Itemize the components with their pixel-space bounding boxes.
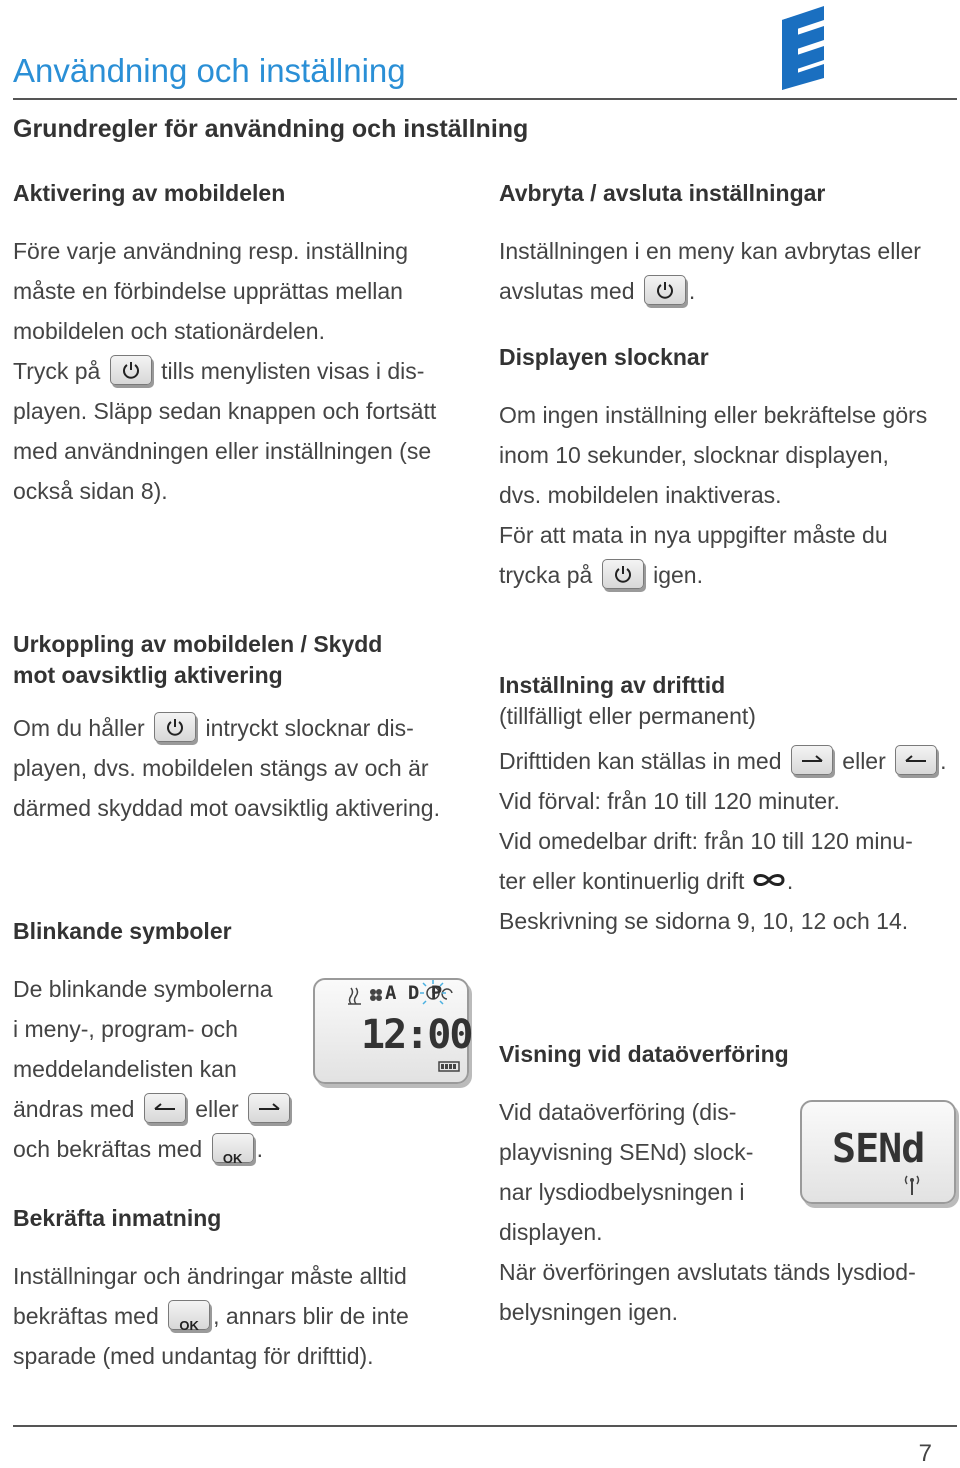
- section-heading: mot oavsiktlig aktivering: [13, 662, 283, 688]
- display-send-illustration: [800, 1100, 956, 1204]
- text-span: bekräftas med: [13, 1303, 159, 1329]
- text-line: belysningen igen.: [499, 1299, 679, 1325]
- section-body: [13, 708, 483, 828]
- text-span: Om du håller: [13, 715, 145, 741]
- display-symbol-text: A D P: [385, 982, 443, 1004]
- display-send-text: SENd: [832, 1126, 925, 1172]
- text-line: dvs. mobildelen inaktiveras.: [499, 482, 782, 508]
- right-arrow-button-icon: [248, 1093, 290, 1123]
- text-span: Drifttiden kan ställas in med: [499, 748, 782, 774]
- text-span: eller: [195, 1096, 239, 1122]
- text-line: Vid omedelbar drift: från 10 till 120 minu-: [499, 828, 913, 854]
- section-body: [499, 395, 954, 595]
- section-subheading: (tillfälligt eller permanent): [499, 703, 756, 729]
- text-line: Om ingen inställning eller bekräftelse görs: [499, 402, 928, 428]
- text-line: meddelandelisten kan: [13, 1056, 237, 1082]
- text-line: nar lysdiodbelysningen i: [499, 1179, 745, 1205]
- antenna-icon: [904, 1174, 920, 1196]
- text-span: .: [940, 748, 947, 774]
- text-line: i meny-, program- och: [13, 1016, 238, 1042]
- text-line: därmed skyddad mot oavsiktlig aktivering.: [13, 795, 440, 821]
- text-line: playen, dvs. mobildelen stängs av och är: [13, 755, 429, 781]
- text-span: Tryck på: [13, 358, 101, 384]
- text-span: trycka på: [499, 562, 593, 588]
- section-urkoppling: [13, 629, 483, 828]
- footer-rule: [13, 1425, 957, 1427]
- text-line: När överföringen avslutats tänds lysdiod-: [499, 1259, 916, 1285]
- power-button-icon: [110, 355, 152, 385]
- section-heading: Urkoppling av mobildelen / Skydd: [13, 631, 383, 657]
- text-line: sparade (med undantag för drifttid).: [13, 1343, 374, 1369]
- text-line: med användningen eller inställningen (se: [13, 438, 432, 464]
- text-line: De blinkande symbolerna: [13, 976, 273, 1002]
- text-line: Före varje användning resp. inställning: [13, 238, 409, 264]
- text-span: ändras med: [13, 1096, 135, 1122]
- section-heading: Bekräfta inmatning: [13, 1205, 222, 1231]
- text-line: inom 10 sekunder, slocknar displayen,: [499, 442, 889, 468]
- display-blink-illustration: [313, 978, 472, 1084]
- right-arrow-button-icon: [791, 745, 833, 775]
- ok-label: OK: [179, 1317, 199, 1333]
- text-span: intryckt slocknar dis-: [205, 715, 414, 741]
- power-button-icon: [602, 559, 644, 589]
- text-line: playen. Släpp sedan knappen och fortsätt: [13, 398, 437, 424]
- text-line: [13, 708, 483, 748]
- text-line: [499, 271, 954, 311]
- section-bekrafta: [13, 1203, 483, 1376]
- left-arrow-button-icon: [895, 745, 937, 775]
- left-arrow-button-icon: [144, 1093, 186, 1123]
- text-line: playvisning SENd) slock-: [499, 1139, 754, 1165]
- text-span: eller: [842, 748, 886, 774]
- section-heading: Inställning av drifttid: [499, 672, 726, 698]
- text-span: och bekräftas med: [13, 1136, 203, 1162]
- text-line: mobildelen och stationärdelen.: [13, 318, 325, 344]
- text-line: Vid förval: från 10 till 120 minuter.: [499, 788, 840, 814]
- section-heading: Displayen slocknar: [499, 344, 709, 370]
- text-span: ter eller kontinuerlig drift: [499, 868, 745, 894]
- section-displayen: [499, 342, 954, 595]
- header-rule: [13, 98, 957, 100]
- brand-logo-icon: [778, 4, 828, 92]
- text-line: Beskrivning se sidorna 9, 10, 12 och 14.: [499, 908, 909, 934]
- section-heading: Visning vid dataöverföring: [499, 1041, 789, 1067]
- section-avbryta: [499, 178, 954, 311]
- text-line: Inställningen i en meny kan avbrytas eller: [499, 238, 921, 264]
- text-line: [13, 1129, 313, 1169]
- text-span: igen.: [653, 562, 703, 588]
- text-span: avslutas med: [499, 278, 635, 304]
- text-span: .: [786, 868, 794, 894]
- section-heading: Aktivering av mobildelen: [13, 180, 286, 206]
- text-line: [13, 1296, 483, 1336]
- section-body: [13, 231, 483, 511]
- page-title: Användning och inställning: [13, 52, 406, 89]
- text-span: , annars blir de inte: [213, 1303, 409, 1329]
- text-line: måste en förbindelse upprättas mellan: [13, 278, 403, 304]
- text-span: tills menylisten visas i dis-: [161, 358, 425, 384]
- text-line: [499, 555, 954, 595]
- infinity-icon: [751, 861, 787, 901]
- section-body: [499, 231, 954, 311]
- text-line: displayen.: [499, 1219, 603, 1245]
- display-time: 12:00: [361, 1012, 472, 1058]
- text-span: .: [256, 1136, 263, 1162]
- section-drifttid: [499, 670, 954, 941]
- text-line: också sidan 8).: [13, 478, 168, 504]
- section-blinkande: [13, 916, 313, 1169]
- section-heading: Blinkande symboler: [13, 918, 232, 944]
- section-body: [499, 741, 954, 941]
- page-number: 7: [918, 1440, 932, 1467]
- text-line: [13, 1089, 313, 1129]
- text-line: [499, 861, 954, 901]
- text-line: Inställningar och ändringar måste alltid: [13, 1263, 407, 1289]
- ok-label: OK: [222, 1150, 243, 1166]
- text-span: .: [688, 278, 696, 304]
- section-aktivering: [13, 178, 483, 511]
- power-button-icon: [644, 275, 686, 305]
- section-body: [13, 969, 313, 1169]
- power-button-icon: [154, 712, 196, 742]
- text-line: [499, 741, 954, 781]
- text-line: [13, 351, 483, 391]
- text-line: Vid dataöverföring (dis-: [499, 1099, 737, 1125]
- section-heading: Avbryta / avsluta inställningar: [499, 180, 826, 206]
- ok-button-icon: [168, 1300, 210, 1333]
- text-line: För att mata in nya uppgifter måste du: [499, 522, 888, 548]
- page-subtitle: Grundregler för användning och inställning: [13, 115, 529, 143]
- section-body: [13, 1256, 483, 1376]
- ok-button-icon: [212, 1133, 254, 1166]
